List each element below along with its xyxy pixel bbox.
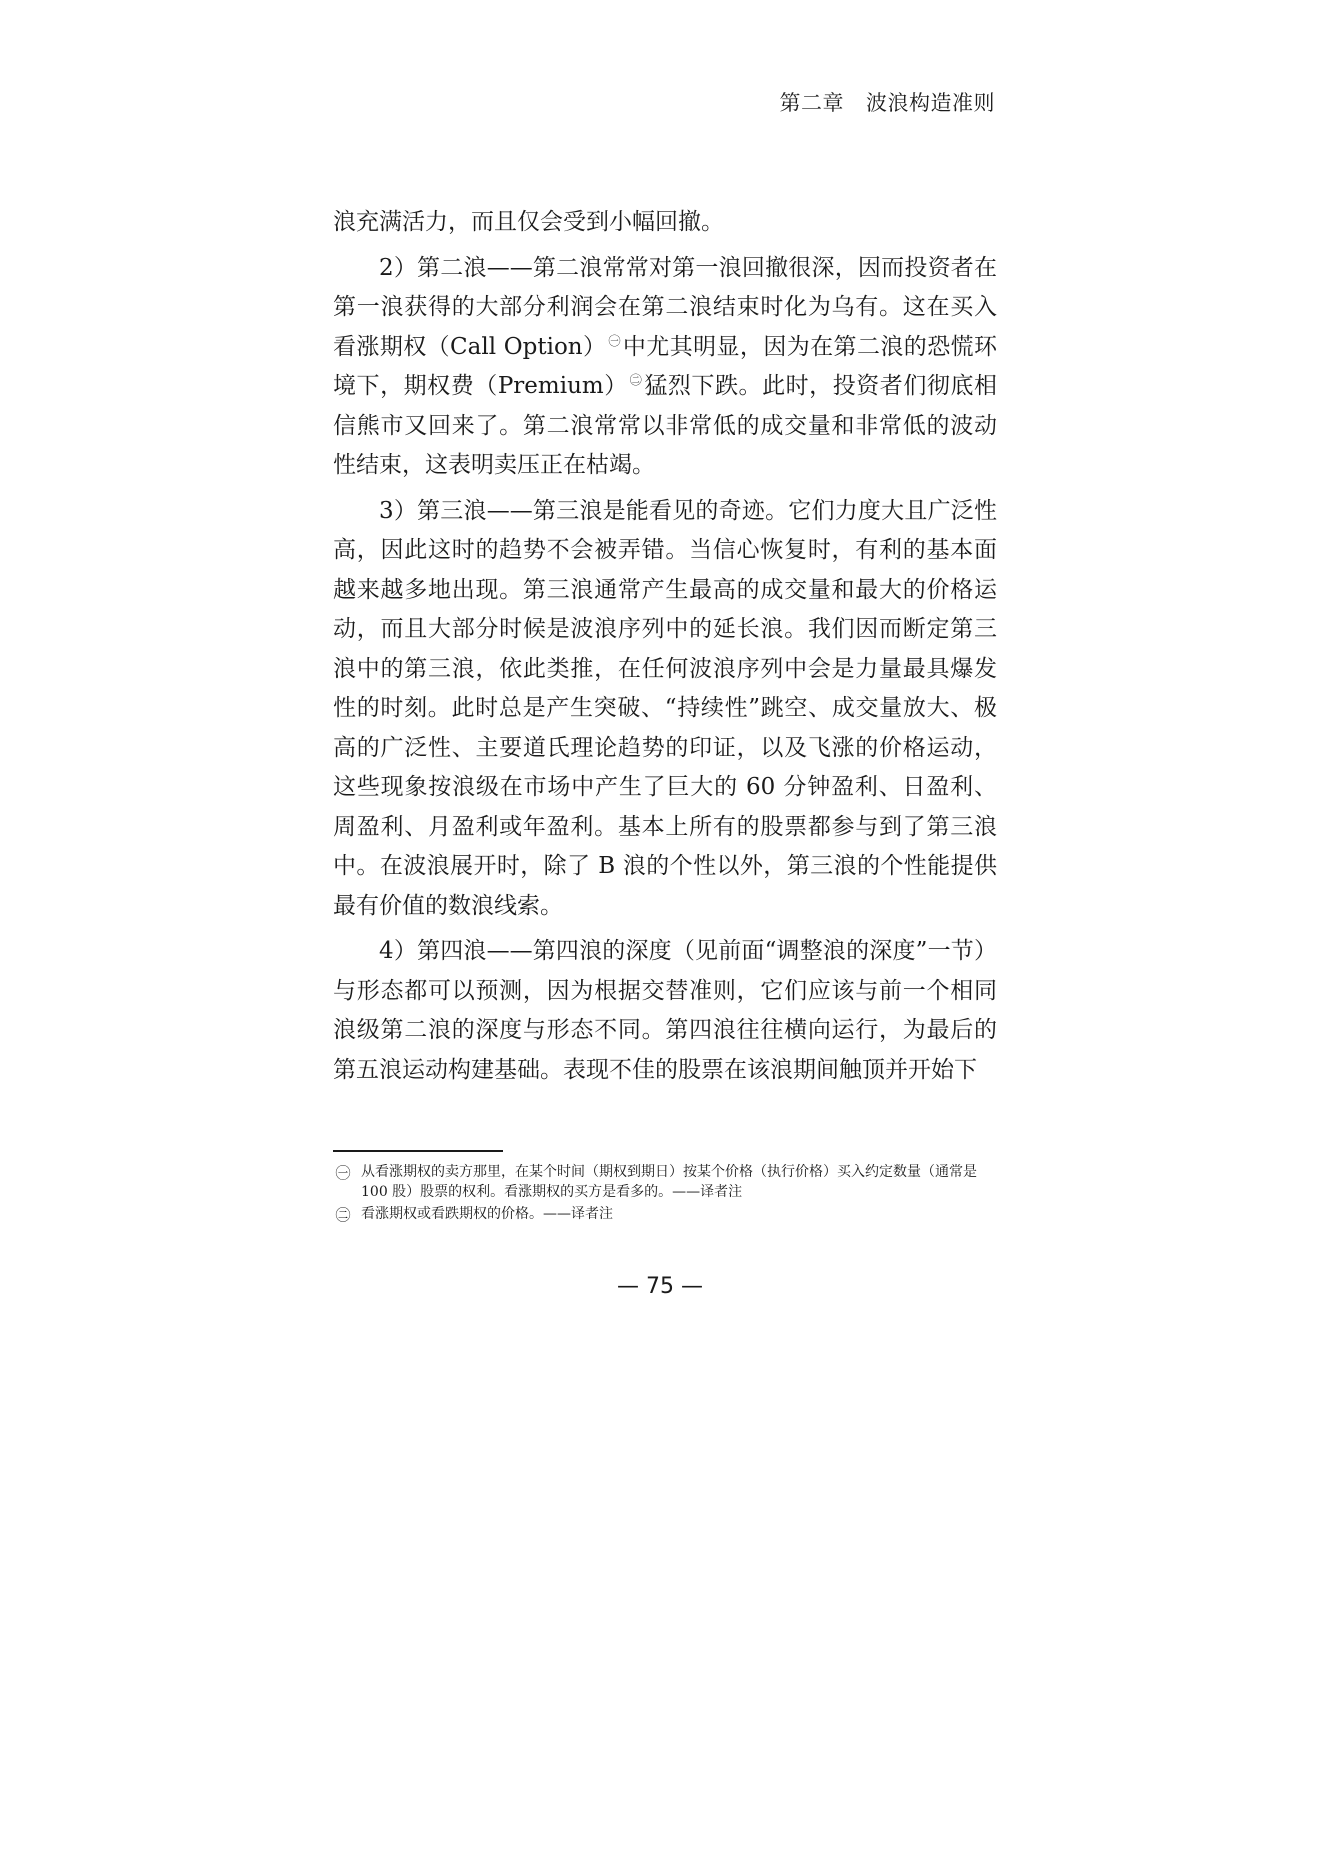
page-number: — 75 —	[617, 1274, 703, 1299]
running-header	[330, 86, 995, 120]
chapter-label: 第二章	[779, 91, 844, 115]
footnote-1	[333, 1162, 1003, 1202]
footnotes	[333, 1162, 1003, 1226]
paragraph-4: 4）第四浪——第四浪的深度（见前面“调整浪的深度”一节）与形态都可以预测，因为根据交替准则，它们应该与前一个相同浪级第二浪的深度与形态不同。第四浪往往横向运行，为最后的第五浪运动构建基础。表现不佳的股票在该浪期间触顶并开始下	[333, 938, 997, 1083]
footnote-ref-2[interactable]: ㊁	[629, 373, 643, 387]
footnote-2	[333, 1204, 1003, 1224]
chapter-title: 波浪构造准则	[866, 91, 995, 115]
paragraph-1: 浪充满活力，而且仅会受到小幅回撤。	[333, 209, 724, 235]
footnote-ref-1[interactable]: ㊀	[608, 333, 621, 348]
footnote-divider	[333, 1150, 503, 1152]
footnote-1-text: 从看涨期权的卖方那里，在某个时间（期权到期日）按某个价格（执行价格）买入约定数量（通常是 100 股）股票的权利。看涨期权的买方是看多的。——译者注	[361, 1164, 977, 1200]
paragraph-3: 3）第三浪——第三浪是能看见的奇迹。它们力度大且广泛性高，因此这时的趋势不会被弄错。当信心恢复时，有利的基本面越来越多地出现。第三浪通常产生最高的成交量和最大的价格运动，而且大部分时候是波浪序列中的延长浪。我们因而断定第三浪中的第三浪，依此类推，在任何波浪序列中会是力量最具爆发性的时刻。此时总是产生突破、“持续性”跳空、成交量放大、极高的广泛性、主要道氏理论趋势的印证，以及飞涨的价格运动，这些现象按浪级在市场中产生了巨大的 60 分钟盈利、日盈利、周盈利、月盈利或年盈利。基本上所有的股票都参与到了第三浪中。在波浪展开时，除了 B 浪的个性以外，第三浪的个性能提供最有价值的数浪线索。	[333, 497, 997, 919]
body-text	[333, 203, 997, 1096]
paragraph-2	[333, 249, 997, 486]
footnote-2-mark: ㊁	[335, 1206, 351, 1224]
paragraph-2-part-a: 2）第二浪——第二浪常常对第一浪回撤很深，因而投资者在第一浪获得的大部分利润会在第二浪结束时化为乌有。这在买入看涨期权（Call Option）	[333, 254, 997, 360]
paragraph-2-part-c: 猛烈下跌。此时，投资者们彻底相信熊市又回来了。第二浪常常以非常低的成交量和非常低的波动性结束，这表明卖压正在枯竭。	[333, 373, 997, 478]
footnote-2-text: 看涨期权或看跌期权的价格。——译者注	[361, 1206, 613, 1222]
footnote-1-mark: ㊀	[335, 1164, 351, 1182]
paragraph-2-part-b: 中尤其明显，因为在第二浪的恐慌环境下，期权费（Premium）	[333, 333, 998, 399]
